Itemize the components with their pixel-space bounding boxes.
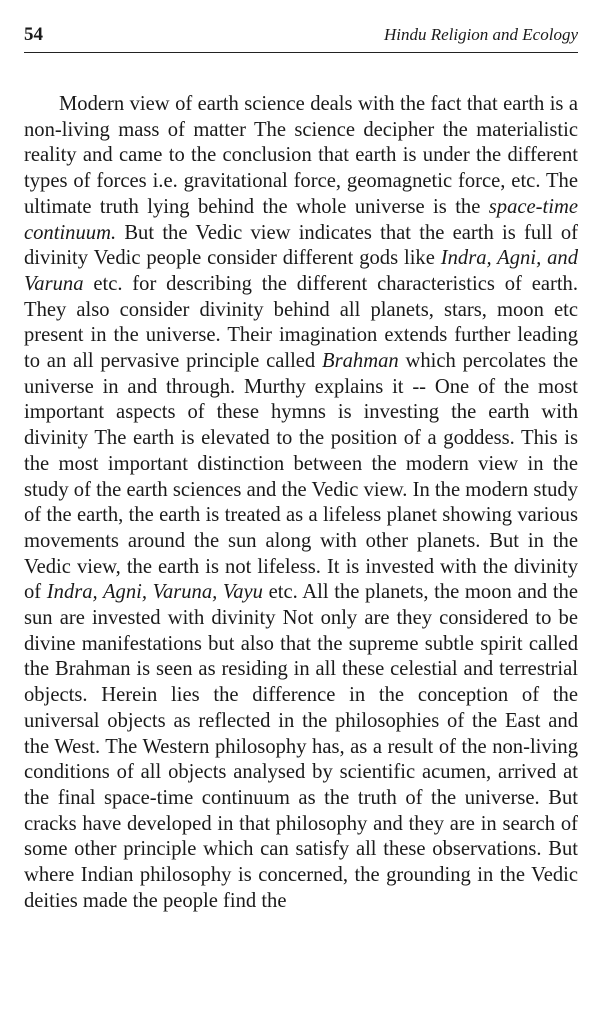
text-run: which percolates the universe in and through. Murthy explains it -- One of the most important aspects of these hymns is investing the earth with divinity The earth is elevated to the position of a goddess. This is the most important distinction between the modern view in the study of the earth sciences and the Vedic view. In the modern study of the earth, the earth is treated as a lifeless planet showing various movements around the sun along with other planets. But in the Vedic view, the earth is not lifeless. It is invested with the divinity of	[24, 350, 578, 604]
text-run: etc. for describing the different characteristics of earth. They also consider divinity behind all planets, stars, moon etc present in the universe. Their imagination extends further leading to an all pervasive principle called	[24, 272, 578, 373]
page-number: 54	[24, 24, 43, 45]
body-text	[24, 92, 578, 915]
paragraph	[24, 92, 578, 915]
text-run: But the Vedic view indicates that the earth is full of divinity Vedic people consider different gods like	[24, 221, 578, 270]
text-run: etc. All the planets, the moon and the sun are invested with divinity Not only are they considered to be divine manifestations but also that the supreme subtle spirit called the Brahman is seen as residing in all these celestial and terrestrial objects. Herein lies the difference in the conception of the universal objects as reflected in the philosophies of the East and the West. The Western philosophy has, as a result of the non-living conditions of all objects analysed by scientific acumen, arrived at the final space-time continuum as the truth of the universe. But cracks have developed in that philosophy and they are in search of some other principle which can satisfy all these observations. But where Indian philosophy is concerned, the grounding in the Vedic deities made the people find the	[24, 581, 578, 912]
italic-term: Indra, Agni, Varuna, Vayu	[46, 581, 263, 604]
italic-term: space-time continuum.	[24, 195, 578, 244]
text-run: Modern view of earth science deals with the fact that earth is a non-living mass of matter The science decipher the materialistic reality and came to the conclusion that earth is under the different types of forces i.e. gravitational force, geomagnetic force, etc. The ultimate truth lying behind the whole universe is the	[24, 93, 578, 218]
running-title: Hindu Religion and Ecology	[383, 25, 578, 44]
page-header	[24, 22, 578, 53]
italic-term: Indra, Agni, and Varuna	[24, 247, 578, 295]
italic-term: Brahman	[322, 350, 399, 373]
